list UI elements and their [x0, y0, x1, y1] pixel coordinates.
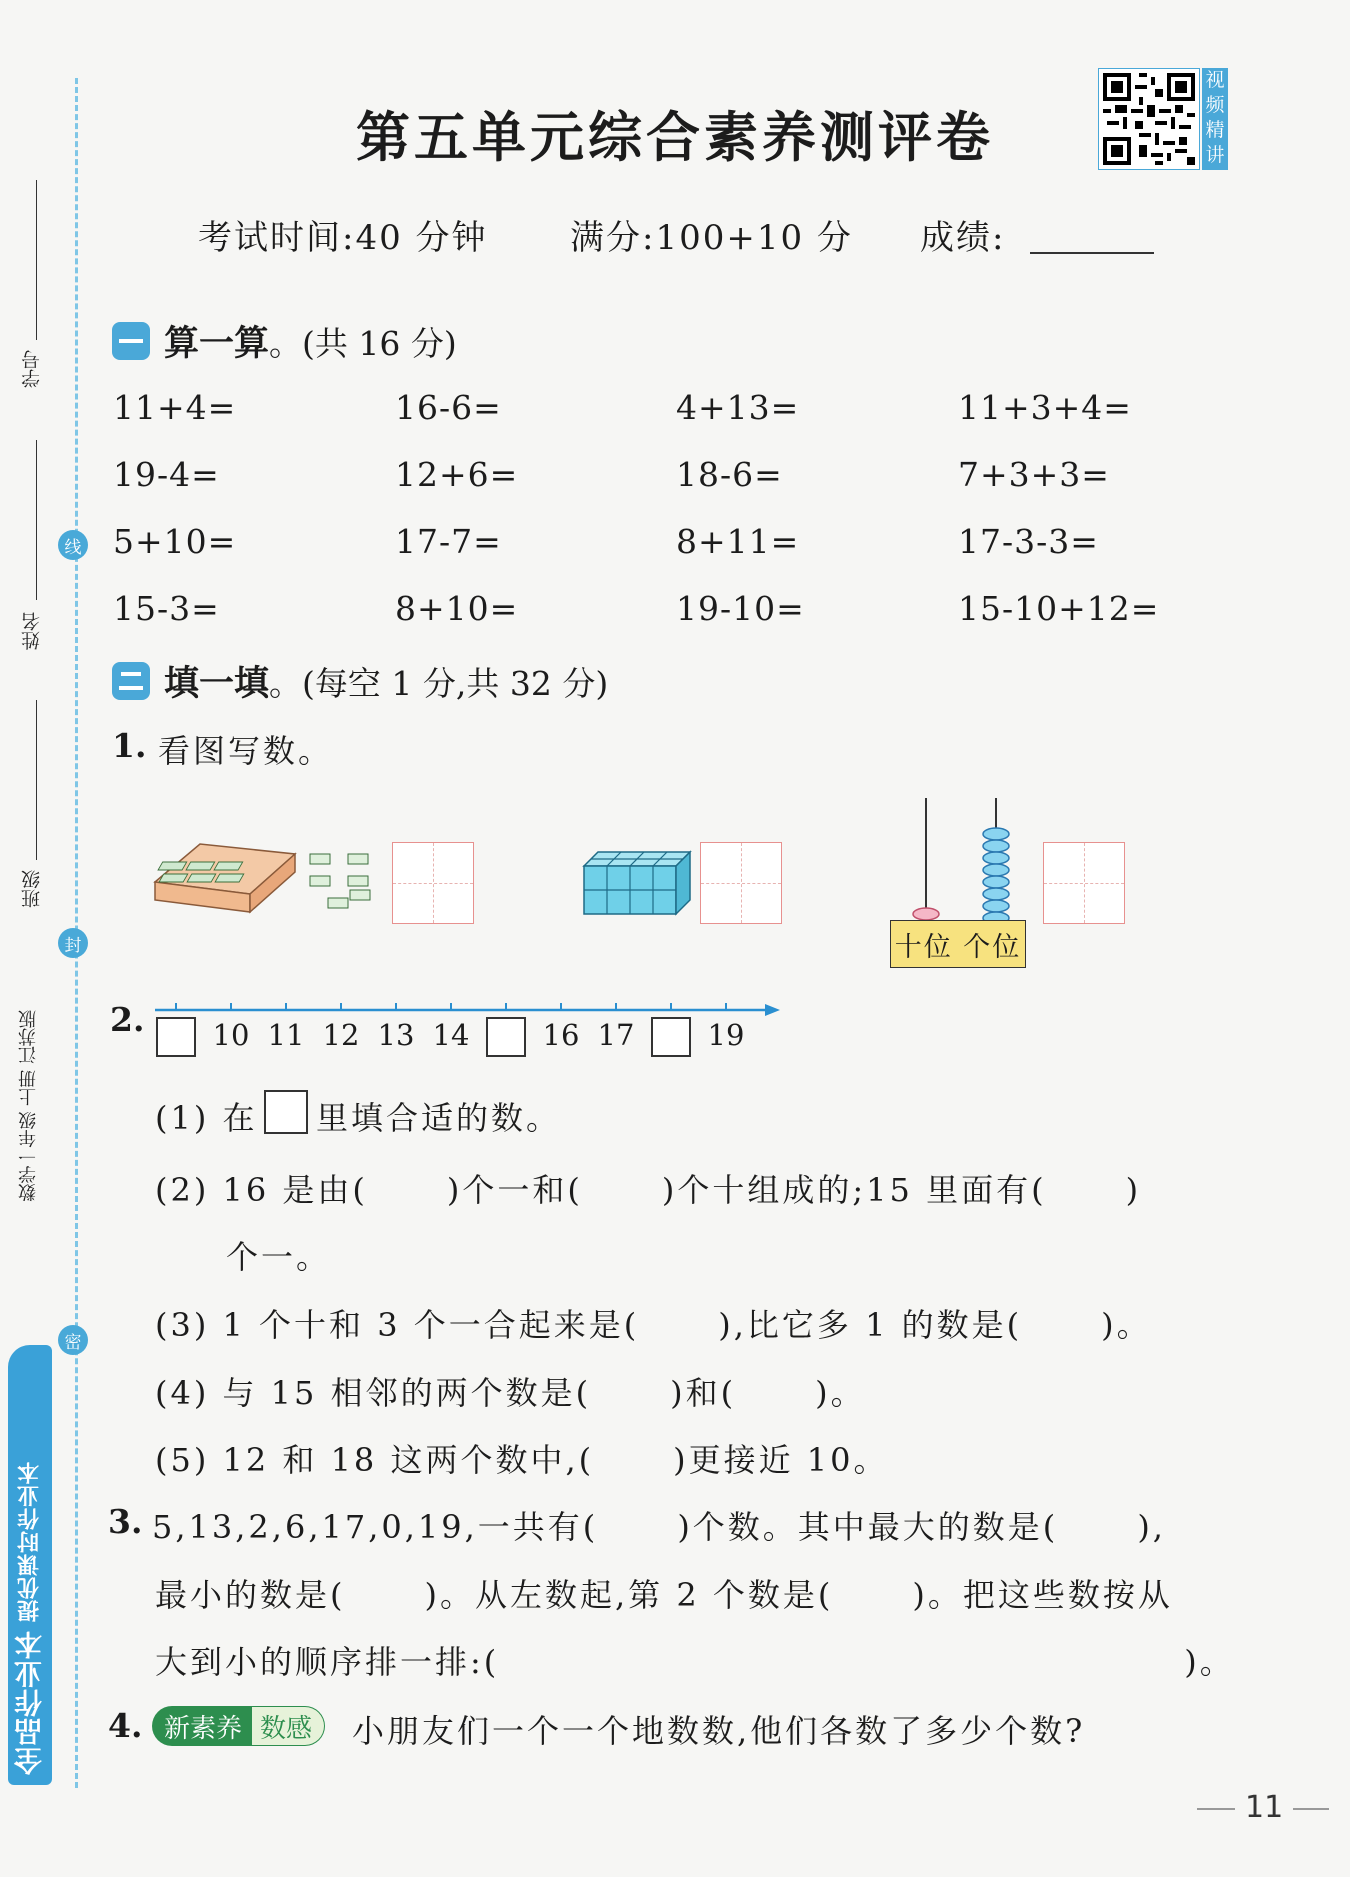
score-blank[interactable]: [1030, 252, 1154, 254]
section2-title: 填一填: [164, 664, 270, 704]
tick-label: 12: [322, 1018, 360, 1052]
q2-sub3: (3) 1 个十和 3 个一合起来是( ),比它多 1 的数是( )。: [155, 1306, 1152, 1344]
q2-sub4: (4) 与 15 相邻的两个数是( )和( )。: [155, 1374, 866, 1412]
tick-label: 13: [377, 1018, 415, 1052]
name-label: 姓名: [21, 612, 43, 650]
q4-text: 小朋友们一个一个地数数,他们各数了多少个数?: [352, 1712, 1086, 1750]
calc-item: 11+3+4=: [958, 388, 1132, 427]
exam-time: 考试时间:40 分钟: [198, 218, 488, 258]
calc-item: 8+11=: [676, 522, 800, 561]
section2-heading: [112, 656, 608, 706]
class-label: 班级: [21, 870, 43, 908]
tick-label: 17: [597, 1018, 635, 1052]
q2-sub5: (5) 12 和 18 这两个数中,( )更接近 10。: [155, 1441, 889, 1479]
full-score: 满分:100+10 分: [570, 218, 853, 258]
page-number: 11: [1245, 1790, 1284, 1825]
seal-close-badge: 密: [58, 1325, 88, 1355]
tick-label: 11: [267, 1018, 305, 1052]
calc-item: 18-6=: [676, 455, 783, 494]
q1-answer-box-1[interactable]: [392, 842, 474, 924]
q1-answer-box-3[interactable]: [1043, 842, 1125, 924]
section2-note: 。(每空 1 分,共 32 分): [269, 663, 609, 703]
q2-sub1-a: (1) 在: [155, 1099, 258, 1137]
q2-sub2-cont: 个一。: [226, 1238, 332, 1276]
q4-number: 4.: [108, 1706, 143, 1745]
abacus-place-value-label: 十位 个位: [890, 920, 1026, 968]
calc-item: 4+13=: [676, 388, 800, 427]
calc-item: 7+3+3=: [958, 455, 1110, 494]
number-line-blank-box[interactable]: [651, 1017, 691, 1057]
qr-code-icon[interactable]: [1098, 68, 1200, 170]
calc-item: 19-10=: [676, 589, 805, 628]
q3-line1: 5,13,2,6,17,0,19,一共有( )个数。其中最大的数是( ),: [152, 1508, 1166, 1546]
tick-label: 19: [707, 1018, 745, 1052]
student-id-label: 学号: [21, 350, 43, 388]
tick-label: 14: [432, 1018, 470, 1052]
cube-blocks-icon: [582, 850, 692, 916]
q2-sub1-box-icon: [264, 1090, 308, 1134]
q3-line3: 大到小的顺序排一排:( )。: [155, 1643, 1235, 1681]
q3-number: 3.: [108, 1502, 143, 1541]
new-literacy-tag: [152, 1706, 325, 1746]
calc-item: 8+10=: [395, 589, 519, 628]
new-literacy-tag-label: 新素养: [152, 1706, 252, 1746]
section1-note: 。(共 16 分): [269, 323, 457, 363]
calc-item: 15-3=: [113, 589, 220, 628]
number-line-blank-box[interactable]: [486, 1017, 526, 1057]
tick-label: 16: [542, 1018, 580, 1052]
q2-sub2: (2) 16 是由( )个一和( )个十组成的;15 里面有( ): [155, 1171, 1142, 1209]
seal-seal-badge: 封: [58, 928, 88, 958]
book-label: 数学一年级 上册 江苏版: [18, 1010, 39, 1202]
calc-item: 12+6=: [395, 455, 519, 494]
q1-text: 看图写数。: [158, 732, 334, 770]
tick-label: 10: [212, 1018, 250, 1052]
calc-item: 19-4=: [113, 455, 220, 494]
calc-item: 11+4=: [113, 388, 237, 427]
calc-item: 17-3-3=: [958, 522, 1099, 561]
q1-answer-box-2[interactable]: [700, 842, 782, 924]
page-title: 第五单元综合素养测评卷: [356, 105, 994, 169]
number-line-blank-box[interactable]: [156, 1017, 196, 1057]
calc-item: 15-10+12=: [958, 589, 1160, 628]
abacus-icon: [900, 796, 1030, 926]
brand-subtitle: 提优课时作业本: [17, 1461, 43, 1622]
brand-name: 全品作业本: [13, 1630, 46, 1775]
section1-title: 算一算: [164, 324, 270, 364]
number-sense-tag-label: 数感: [252, 1706, 325, 1746]
section2-badge-icon: [112, 662, 150, 700]
calc-item: 17-7=: [395, 522, 502, 561]
q2-number: 2.: [110, 1000, 145, 1039]
qr-video-tag[interactable]: 视频精讲: [1202, 68, 1228, 170]
q1-number: 1.: [112, 726, 147, 765]
name-rule: [36, 440, 37, 600]
q2-sub1-b: 里填合适的数。: [316, 1099, 562, 1137]
seal-line-badge: 线: [58, 530, 88, 560]
q3-line2: 最小的数是( )。从左数起,第 2 个数是( )。把这些数按从: [155, 1576, 1173, 1614]
counting-sticks-box-icon: [150, 832, 390, 922]
section1-heading: [112, 316, 457, 366]
class-rule: [36, 700, 37, 860]
brand-strip: [8, 1345, 52, 1785]
calc-item: 5+10=: [113, 522, 237, 561]
student-id-rule: [36, 180, 37, 340]
calc-item: 16-6=: [395, 388, 502, 427]
score-label: 成绩:: [920, 218, 1006, 258]
section1-badge-icon: [112, 322, 150, 360]
